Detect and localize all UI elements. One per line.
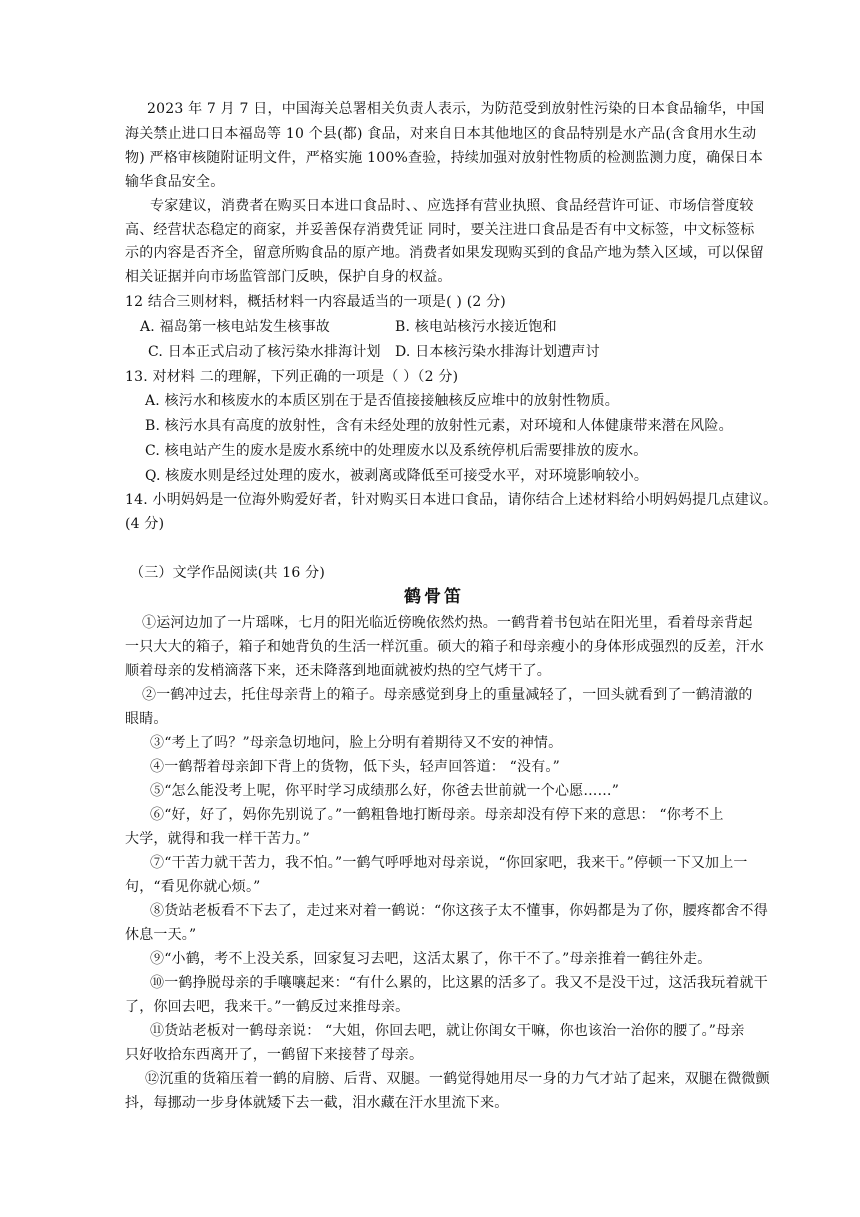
material-text-line: 相关证据并向市场监管部门反映，保护自身的权益。	[125, 269, 452, 285]
story-line: ①运河边加了一片瑶咪，七月的阳光临近傍晚依然灼热。一鹤背着书包站在阳光里，看着母亲背起	[142, 615, 753, 631]
material-text-line: 高、经营状态稳定的商家，并妥善保存消费凭证 同时，要关注进口食品是否有中文标签，中文标签标	[125, 222, 755, 238]
story-line: ⑦“干苦力就干苦力，我不怕。”一鹤气呼呼地对母亲说，“你回家吧，我来干。”停顿一下又加上一	[150, 855, 748, 871]
story-line: 了，你回去吧，我来干。”一鹤反过来推母亲。	[125, 999, 410, 1015]
question-13-option-d: Q. 核废水则是经过处理的废水，被剥离或降低至可接受水平，对环境影响较小。	[145, 468, 649, 484]
question-13-option-a: A. 核污水和核废水的本质区别在于是否值接接触核反应堆中的放射性物质。	[145, 393, 620, 409]
story-line: 大学，就得和我一样干苦力。”	[125, 831, 310, 847]
material-text-line: 海关禁止进口日本福岛等 10 个县(都) 食品，对来自日本其他地区的食品特别是水产品(含食用水生动	[125, 126, 757, 142]
question-12-option-b: B. 核电站核污水接近饱和	[395, 319, 557, 335]
question-13-stem: 13. 对材料 二的理解，下列正确的一项是（ ）（2 分)	[125, 369, 459, 385]
story-line: 休息一天。”	[125, 927, 197, 943]
story-line: ⑧货站老板看不下去了，走过来对着一鹤说：“你这孩子太不懂事，你妈都是为了你，腰疼都舍不得	[150, 903, 768, 919]
question-12-stem: 12 结合三则材料，概括材料一内容最适当的一项是( ) (2 分)	[125, 294, 506, 310]
story-title: 鹤骨笛	[404, 587, 464, 607]
material-text-line: 专家建议，消费者在购买日本进口食品时、、应选择有营业执照、食品经营许可证、市场信誉度较	[150, 198, 754, 214]
question-14-score: (4 分)	[125, 516, 165, 532]
material-text-line: 2023 年 7 月 7 日，中国海关总署相关负责人表示，为防范受到放射性污染的日本食品输华，中国	[147, 101, 765, 117]
question-12-option-a: A. 福岛第一核电站发生核事故	[140, 319, 331, 335]
story-line: 一只大大的箱子，箱子和她背负的生活一样沉重。硕大的箱子和母亲瘦小的身体形成强烈的反差，汗水	[125, 639, 764, 655]
question-13-option-b: B. 核污水具有高度的放射性，含有未经处理的放射性元素，对环境和人体健康带来潜在风险。	[145, 418, 733, 434]
story-line: 抖，每挪动一步身体就矮下去一截，泪水藏在汗水里流下来。	[125, 1095, 509, 1111]
question-12-option-c: C. 日本正式启动了核污染水排海计划	[148, 344, 381, 360]
story-line: 眼睛。	[125, 711, 168, 727]
story-line: ②一鹤冲过去，托住母亲背上的箱子。母亲感觉到身上的重量减轻了，一回头就看到了一鹤清澈的	[142, 687, 753, 703]
question-14-stem: 14. 小明妈妈是一位海外购爱好者，针对购买日本进口食品，请你结合上述材料给小明妈妈提几点建议。	[125, 492, 778, 508]
story-line: ⑫沉重的货箱压着一鹤的肩膀、后背、双腿。一鹤觉得她用尽一身的力气才站了起来，双腿在微微颤	[145, 1071, 770, 1087]
story-line: 顺着母亲的发梢滴落下来，还未降落到地面就被灼热的空气烤干了。	[125, 663, 551, 679]
story-line: ⑥“好，好了，妈你先别说了。”一鹤粗鲁地打断母亲。母亲却没有停下来的意思： “你考不上	[150, 807, 724, 823]
material-text-line: 物) 严格审核随附证明文件，严格实施 100%查验，持续加强对放射性物质的检测监测力度，确保日本	[125, 150, 763, 166]
section-heading: （三）文学作品阅读(共 16 分)	[130, 565, 326, 581]
story-line: ⑪货站老板对一鹤母亲说： “大姐，你回去吧，就让你闺女干嘛，你也该治一治你的腰了。”母亲	[150, 1023, 745, 1039]
story-line: ⑤“怎么能没考上呢，你平时学习成绩那么好，你爸去世前就一个心愿……”	[150, 783, 620, 799]
question-12-option-d: D. 日本核污染水排海计划遭声讨	[395, 344, 600, 360]
story-line: ⑩一鹤挣脱母亲的手嚷嚷起来：“有什么累的，比这累的活多了。我又不是没干过，这活我玩着就干	[150, 975, 768, 991]
material-text-line: 示的内容是否齐全，留意所购食品的原产地。消费者如果发现购买到的食品产地为禁入区域，可以保留	[125, 245, 764, 261]
story-line: ⑨“小鹤，考不上没关系，回家复习去吧，这活太累了，你干不了。”母亲推着一鹤往外走。	[150, 951, 712, 967]
material-text-line: 输华食品安全。	[125, 174, 225, 190]
story-line: ③“考上了吗？”母亲急切地问，脸上分明有着期待又不安的神情。	[150, 735, 563, 751]
question-13-option-c: C. 核电站产生的废水是废水系统中的处理废水以及系统停机后需要排放的废水。	[145, 443, 648, 459]
story-line: 句，“看见你就心烦。”	[125, 879, 261, 895]
story-line: 只好收拾东西离开了，一鹤留下来接替了母亲。	[125, 1047, 424, 1063]
story-line: ④一鹤帮着母亲卸下背上的货物，低下头，轻声回答道： “没有。”	[150, 759, 560, 775]
